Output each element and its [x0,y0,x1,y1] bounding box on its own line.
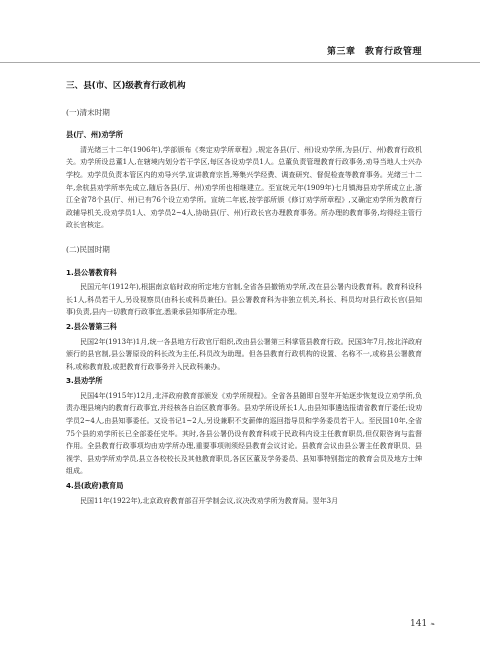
running-header: 第三章 教育行政管理 [326,47,422,57]
subsection-title: 1.县公署教育科 [66,267,117,277]
subsection-title: 4.县(政府)教育局 [66,481,124,491]
paragraph: 清光绪三十二年(1906年),学部颁布《奏定劝学所章程》,规定各县(厅、州)设劝学所,为县(厅、州)教育行政机关。劝学所设总董1人,在辖境内划分若干学区,每区各设劝学员1人。总董负责管理教育行政事务,劝导当地人士兴办学校。劝学员负责本管区内的劝导兴学,宣讲教育宗旨,筹集兴学经费、调查研究、督促检查等教育事务。光绪三十二年,余杭县劝学所率先成立,随后各县(厅、州)劝学所也相继建立。至宣统元年(1909年)七月镇海县劝学所成立止,浙江全省78个县(厅、州)已有76个设立劝学所。宣统二年底,按学部所颁《修订劝学所章程》,又确定劝学所为教育行政辅导机关,设劝学员1人、劝学员2~4人,协助县(厅、州)行政长官办理教育事务。所办理的教育事务,均得经主管行政长官核定。 [66,145,422,230]
paragraph: 民国4年(1915年)12月,北洋政府教育部颁发《劝学所规程》。全省各县随即自翌年开始逐步恢复设立劝学所,负责办理县境内的教育行政事宜,并经核各自治区教育事务。县劝学所设所长1人,由县知事遴选报请省教育厅委任;设劝学员2~4人,由县知事委任。又设书记1~2人,另设兼职不支薪俸的巡回指导员和学务委员若干人。至民国10年,全省75个县的劝学所长已全部委任完毕。其时,各县公署仍设有教育科或于民政科内设主任教育职员,但仅限咨询与监督作用。全县教育行政事项均由劝学所办理,重要事项则须经县教育会议讨论。县教育会议由县公署主任教育职员、县视学、县劝学所劝学员,县立各校校长及其他教育职员,各区区董及学务委员、县知事特别指定的教育会员及地方士绅组成。 [66,391,422,476]
paragraph: 民国元年(1912年),根据南京临时政府所定地方官制,全省各县撤销劝学所,改在县公署内设教育科。教育科设科长1人,科员若干人,另设视察员(由科长或科员兼任)。县公署教育科为非独立机关,科长、科员均对县行政长官(县知事)负责,县内一切教育行政事宜,悉秉承县知事所定办理。 [66,283,422,317]
page-body [66,80,422,509]
page-number [410,619,435,629]
page-ornament-icon: ❧ [430,621,436,628]
subsection-title: 3.县劝学所 [66,376,103,386]
subsection-title: 2.县公署第三科 [66,321,117,331]
paragraph: 民国11年(1922年),北京政府教育部召开学制会议,议决改劝学所为教育局。翌年3月 [80,496,339,505]
period-title: (一)清末时期 [66,107,110,117]
page-number-value: 141 [410,619,428,629]
section-title: 三、县(市、区)级教育行政机构 [66,81,186,91]
period-title: (二)民国时期 [66,244,110,254]
paragraph: 民国2年(1913年)1月,统一各县地方行政官厅组织,改由县公署第三科掌管县教育行政。民国3年7月,按北洋政府颁行的县官制,县公署原设的科长改为主任,科员改为助理。但各县教育行政机构的设置、名称不一,或称县公署教育科,或称教育股,或把教育行政事务并入民政科兼办。 [66,337,422,371]
subsection-title: 县(厅、州)劝学所 [66,130,123,140]
header-rule [0,62,480,63]
